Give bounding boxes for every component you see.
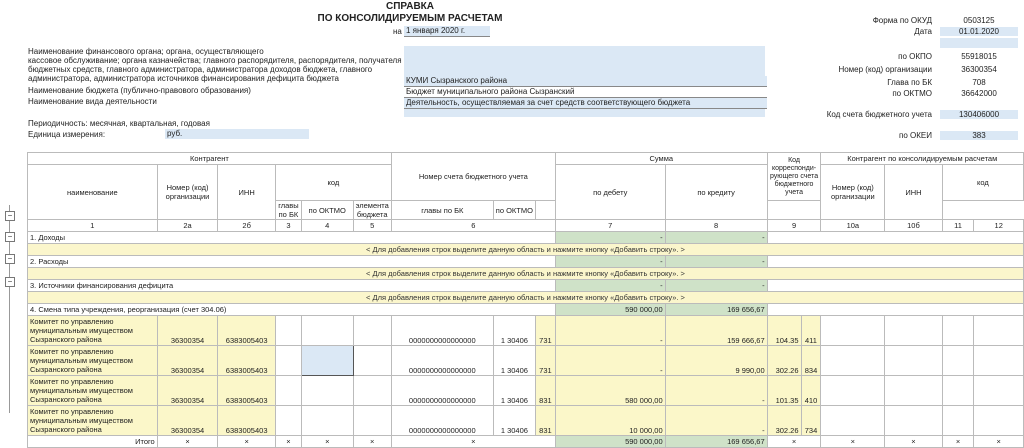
col-num: 11 [942, 220, 974, 232]
cell-corr[interactable]: 101.35 [767, 376, 801, 406]
x-mark: × [885, 436, 942, 448]
info-line-5: Наименование бюджета (публично-правового образования) [28, 86, 251, 95]
header-elem: элемента бюджета [353, 201, 391, 220]
cell-kosgu[interactable]: 731 [535, 346, 555, 376]
cell-orgnum[interactable]: 36300354 [157, 346, 218, 376]
cell-name[interactable]: Комитет по управлению муниципальным имуществом Сызранского района [28, 376, 158, 406]
header-summa: Сумма [555, 153, 767, 165]
okud-label: Форма по ОКУД [872, 16, 932, 25]
col-num: 1 [28, 220, 158, 232]
total-debit: 590 000,00 [555, 436, 665, 448]
info-line-4: администратора, администратора источников финансирования дефицита бюджета [28, 74, 339, 83]
cell-corr-kosgu[interactable]: 411 [801, 316, 821, 346]
collapse-icon[interactable]: − [5, 232, 15, 242]
x-mark: × [275, 436, 301, 448]
x-mark: × [157, 436, 218, 448]
cell-credit[interactable]: - [665, 406, 767, 436]
add-row-hint[interactable]: < Для добавления строк выделите данную область и нажмите кнопку «Добавить строку». > [28, 244, 1024, 256]
sum-cell: - [665, 280, 767, 292]
cell-sub[interactable]: 1 30406 [493, 346, 535, 376]
cell-corr[interactable]: 104.35 [767, 316, 801, 346]
oktmo-value: 36642000 [961, 89, 997, 98]
cell-elem[interactable] [353, 346, 391, 376]
table-row[interactable] [28, 376, 1024, 406]
col-num: 9 [767, 220, 821, 232]
org-num-label: Номер (код) организации [838, 65, 932, 74]
account-value[interactable]: 130406000 [940, 110, 1018, 119]
x-mark: × [353, 436, 391, 448]
col-num: 5 [353, 220, 391, 232]
cell-name[interactable]: Комитет по управлению муниципальным имуществом Сызранского района [28, 406, 158, 436]
col-num: 2а [157, 220, 218, 232]
col-num: 10а [821, 220, 885, 232]
col-num: 6 [391, 220, 555, 232]
cell-glava[interactable] [275, 376, 301, 406]
okpo-label: по ОКПО [898, 52, 932, 61]
cell-kosgu[interactable]: 831 [535, 406, 555, 436]
cell-sub[interactable]: 1 30406 [493, 406, 535, 436]
header-inn-2: ИНН [885, 165, 942, 220]
x-mark: × [301, 436, 353, 448]
x-mark: × [974, 436, 1024, 448]
unit-field[interactable]: руб. [165, 129, 309, 139]
col-num: 3 [275, 220, 301, 232]
sum-cell: - [555, 256, 665, 268]
cell-account[interactable]: 0000000000000000 [391, 346, 493, 376]
x-mark: × [218, 436, 276, 448]
cell-credit[interactable]: 159 666,67 [665, 316, 767, 346]
org-name-field[interactable]: КУМИ Сызранского района [404, 76, 767, 87]
cell-debit[interactable]: - [555, 346, 665, 376]
cell-sub[interactable]: 1 30406 [493, 376, 535, 406]
cell-corr-kosgu[interactable]: 410 [801, 376, 821, 406]
glava-value: 708 [972, 78, 986, 87]
header-account: Номер счета бюджетного учета [391, 153, 555, 201]
budget-name-field[interactable]: Бюджет муниципального района Сызранский [404, 87, 767, 98]
report-date-field[interactable]: 1 января 2020 г. [404, 26, 490, 37]
selected-cell-oktmo[interactable] [301, 346, 353, 376]
x-mark: × [942, 436, 974, 448]
cell-corr-kosgu[interactable]: 834 [801, 346, 821, 376]
cell-credit[interactable]: - [665, 376, 767, 406]
table-row[interactable] [28, 406, 1024, 436]
col-num: 12 [974, 220, 1024, 232]
header-orgnum-2: Номер (код) организации [821, 165, 885, 220]
x-mark: × [391, 436, 555, 448]
header-oktmo: по ОКТМО [301, 201, 353, 220]
cell-debit[interactable]: - [555, 316, 665, 346]
info-line-6: Наименование вида деятельности [28, 97, 157, 106]
cell-glava[interactable] [275, 406, 301, 436]
col-num: 2б [218, 220, 276, 232]
cell-elem[interactable] [353, 376, 391, 406]
x-mark: × [821, 436, 885, 448]
header-code: код [275, 165, 391, 201]
header-corr: Код корреспонди-рующего счета бюджетного учета [767, 153, 821, 201]
cell-kosgu[interactable]: 731 [535, 316, 555, 346]
info-line-1: Наименование финансового органа; органа, осуществляющего [28, 47, 264, 56]
cell-corr[interactable]: 302.26 [767, 346, 801, 376]
header-cons: Контрагент по консолидируемым расчетам [821, 153, 1024, 165]
cell-orgnum[interactable]: 36300354 [157, 316, 218, 346]
cell-corr[interactable]: 302.26 [767, 406, 801, 436]
section-income: 1. Доходы [28, 232, 556, 244]
okpo-value: 55918015 [961, 52, 997, 61]
section-sources: 3. Источники финансирования дефицита [28, 280, 556, 292]
cell-credit[interactable]: 9 990,00 [665, 346, 767, 376]
header-glava-2: главы по БК [391, 201, 493, 220]
okei-value[interactable]: 383 [940, 131, 1018, 140]
header-debit: по дебету [555, 165, 665, 220]
info-line-7: Периодичность: месячная, квартальная, годовая [28, 119, 210, 128]
header-oktmo-2: по ОКТМО [493, 201, 535, 220]
cell-glava[interactable] [275, 346, 301, 376]
date-label: Дата [914, 27, 932, 36]
cell-debit[interactable]: 10 000,00 [555, 406, 665, 436]
cell-orgnum[interactable]: 36300354 [157, 406, 218, 436]
cell-debit[interactable]: 580 000,00 [555, 376, 665, 406]
section-reorg: 4. Смена типа учреждения, реорганизация (счет 304.06) [28, 304, 556, 316]
header-orgnum: Номер (код) организации [157, 165, 218, 220]
sum-cell: - [665, 256, 767, 268]
total-row [28, 436, 1024, 448]
info-line-3: бюджетных средств, главного администратора, администратора доходов бюджета, главного [28, 65, 373, 74]
activity-area[interactable] [404, 109, 765, 117]
oktmo-label: по ОКТМО [892, 89, 932, 98]
account-label: Код счета бюджетного учета [826, 110, 932, 119]
add-row-hint[interactable]: < Для добавления строк выделите данную область и нажмите кнопку «Добавить строку». > [28, 292, 1024, 304]
cell-kosgu[interactable]: 831 [535, 376, 555, 406]
date-prefix: на [393, 27, 402, 36]
cell-elem[interactable] [353, 406, 391, 436]
collapse-icon[interactable]: − [5, 254, 15, 264]
total-credit: 169 656,67 [665, 436, 767, 448]
col-num: 4 [301, 220, 353, 232]
col-num: 10б [885, 220, 942, 232]
cell-inn[interactable]: 6383005403 [218, 406, 276, 436]
cell-oktmo[interactable] [301, 376, 353, 406]
glava-label: Глава по БК [887, 78, 932, 87]
collapse-icon[interactable]: − [5, 211, 15, 221]
x-mark: × [767, 436, 821, 448]
add-row-hint[interactable]: < Для добавления строк выделите данную область и нажмите кнопку «Добавить строку». > [28, 268, 1024, 280]
header-glava: главы по БК [275, 201, 301, 220]
info-line-2: кассовое обслуживание; органа казначейства; главного распорядителя, распорядителя, получателя [28, 56, 402, 65]
cell-orgnum[interactable]: 36300354 [157, 376, 218, 406]
col-num: 7 [555, 220, 665, 232]
header-name: наименование [28, 165, 158, 220]
cell-account[interactable]: 0000000000000000 [391, 406, 493, 436]
org-name-area[interactable] [404, 46, 765, 76]
okei-label: по ОКЕИ [899, 131, 932, 140]
cell-oktmo[interactable] [301, 406, 353, 436]
cell-elem[interactable] [353, 316, 391, 346]
col-num: 8 [665, 220, 767, 232]
table-row[interactable] [28, 346, 1024, 376]
total-label: Итого [28, 436, 158, 448]
cell-name[interactable]: Комитет по управлению муниципальным имуществом Сызранского района [28, 316, 158, 346]
okud-value: 0503125 [963, 16, 995, 25]
report-subtitle: ПО КОНСОЛИДИРУЕМЫМ РАСЧЕТАМ [317, 13, 503, 24]
sum-cell: 590 000,00 [555, 304, 665, 316]
cell-name[interactable]: Комитет по управлению муниципальным имуществом Сызранского района [28, 346, 158, 376]
cell-oktmo[interactable] [301, 316, 353, 346]
sum-cell: - [555, 232, 665, 244]
consolidated-table [27, 152, 1024, 448]
cell-inn[interactable]: 6383005403 [218, 316, 276, 346]
cell-inn[interactable]: 6383005403 [218, 346, 276, 376]
table-row[interactable] [28, 316, 1024, 346]
collapse-icon[interactable]: − [5, 277, 15, 287]
cell-account[interactable]: 0000000000000000 [391, 316, 493, 346]
cell-glava[interactable] [275, 316, 301, 346]
sum-cell: - [555, 280, 665, 292]
activity-field[interactable]: Деятельность, осуществляемая за счет средств соответствующего бюджета [404, 98, 767, 109]
cell-corr-kosgu[interactable]: 734 [801, 406, 821, 436]
section-expenses: 2. Расходы [28, 256, 556, 268]
cell-account[interactable]: 0000000000000000 [391, 376, 493, 406]
sum-cell: - [665, 232, 767, 244]
org-num-value: 36300354 [961, 65, 997, 74]
empty-code-field[interactable] [940, 38, 1018, 48]
cell-inn[interactable]: 6383005403 [218, 376, 276, 406]
cell-sub[interactable]: 1 30406 [493, 316, 535, 346]
info-line-8: Единица измерения: [28, 130, 106, 139]
header-contragent: Контрагент [28, 153, 392, 165]
sum-cell: 169 656,67 [665, 304, 767, 316]
header-inn: ИНН [218, 165, 276, 220]
report-title: СПРАВКА [386, 1, 434, 12]
header-credit: по кредиту [665, 165, 767, 220]
date-value[interactable]: 01.01.2020 [940, 27, 1018, 36]
header-code-2: код [942, 165, 1023, 201]
